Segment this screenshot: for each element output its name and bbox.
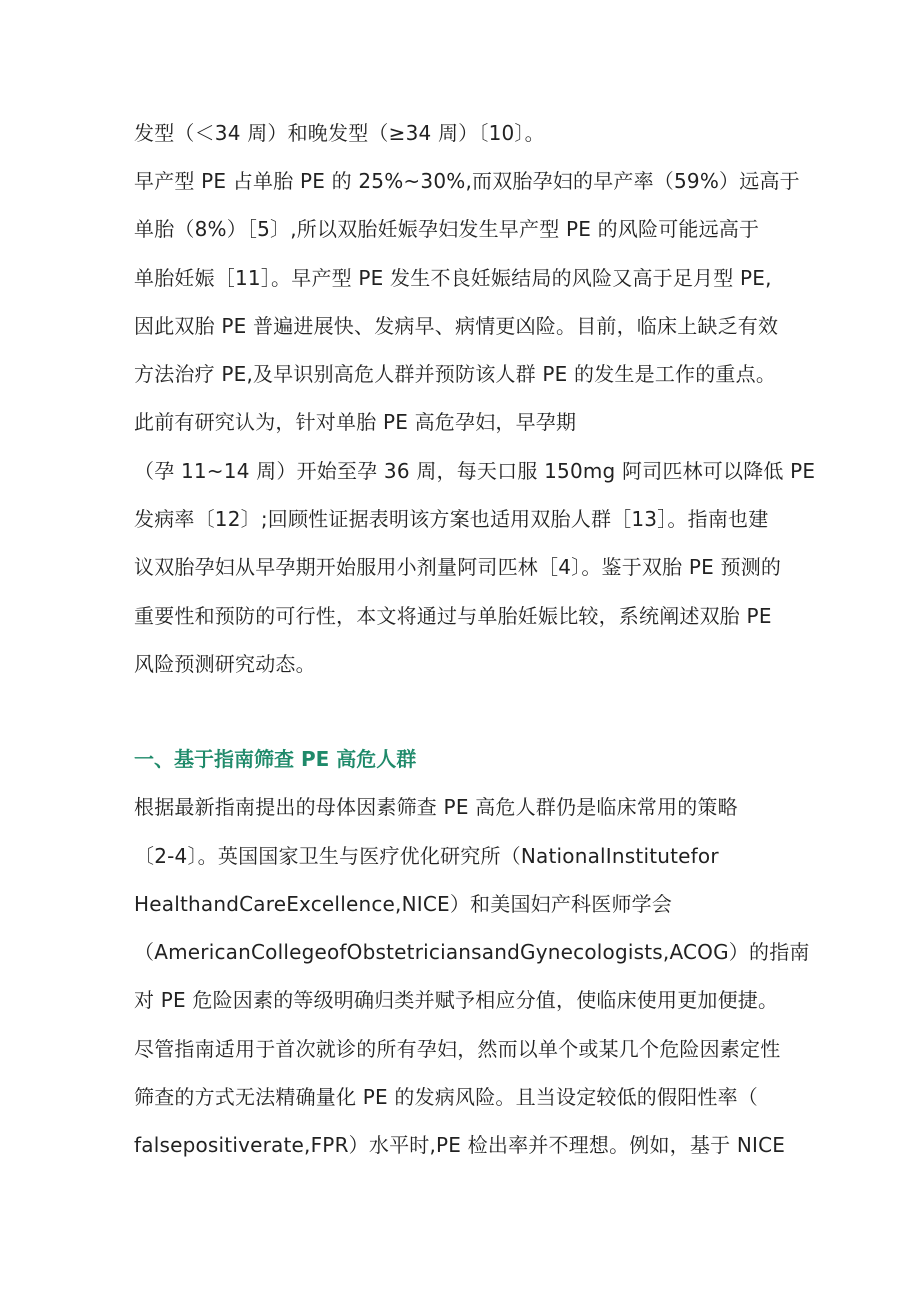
paragraph-line: 对 PE 危险因素的等级明确归类并赋予相应分值，使临床使用更加便捷。 bbox=[134, 988, 779, 1012]
paragraph-line: falsepositiverate,FPR）水平时,PE 检出率并不理想。例如，基于 NICE bbox=[134, 1133, 786, 1157]
paragraph-line: 方法治疗 PE,及早识别高危人群并预防该人群 PE 的发生是工作的重点。 bbox=[134, 362, 777, 386]
paragraph-line: HealthandCareExcellence,NICE）和美国妇产科医师学会 bbox=[134, 892, 673, 916]
paragraph-line: 因此双胎 PE 普遍进展快、发病早、病情更凶险。目前，临床上缺乏有效 bbox=[134, 314, 779, 338]
paragraph-line: 单胎（8%）［5〕,所以双胎妊娠孕妇发生早产型 PE 的风险可能远高于 bbox=[134, 217, 760, 241]
paragraph-line: 重要性和预防的可行性，本文将通过与单胎妊娠比较，系统阐述双胎 PE bbox=[134, 604, 772, 628]
section-heading: 一、基于指南筛查 PE 高危人群 bbox=[134, 747, 417, 771]
paragraph-line: （AmericanCollegeofObstetriciansandGynecologists,ACOG）的指南 bbox=[134, 940, 810, 964]
paragraph-line: 发病率〔12〕;回顾性证据表明该方案也适用双胎人群［13］。指南也建 bbox=[134, 507, 769, 531]
paragraph-line: 早产型 PE 占单胎 PE 的 25%~30%,而双胎孕妇的早产率（59%）远高于 bbox=[134, 169, 800, 193]
paragraph-line: 风险预测研究动态。 bbox=[134, 652, 316, 676]
paragraph-line: 单胎妊娠［11］。早产型 PE 发生不良妊娠结局的风险又高于足月型 PE, bbox=[134, 266, 772, 290]
paragraph-line: 此前有研究认为，针对单胎 PE 高危孕妇，早孕期 bbox=[134, 410, 577, 434]
paragraph-line: 〔2-4〕。英国国家卫生与医疗优化研究所（NationalInstitutefor bbox=[134, 844, 719, 868]
paragraph-line: 根据最新指南提出的母体因素筛查 PE 高危人群仍是临床常用的策略 bbox=[134, 795, 738, 819]
paragraph-line: 发型（＜34 周）和晚发型（≥34 周）〔10〕。 bbox=[134, 121, 545, 145]
paragraph-line: （孕 11~14 周）开始至孕 36 周，每天口服 150mg 阿司匹林可以降低 PE bbox=[134, 459, 816, 483]
paragraph-line: 尽管指南适用于首次就诊的所有孕妇，然而以单个或某几个危险因素定性 bbox=[134, 1037, 781, 1061]
paragraph-line: 筛查的方式无法精确量化 PE 的发病风险。且当设定较低的假阳性率（ bbox=[134, 1085, 759, 1109]
paragraph-line: 议双胎孕妇从早孕期开始服用小剂量阿司匹林［4〕。鉴于双胎 PE 预测的 bbox=[134, 555, 782, 579]
